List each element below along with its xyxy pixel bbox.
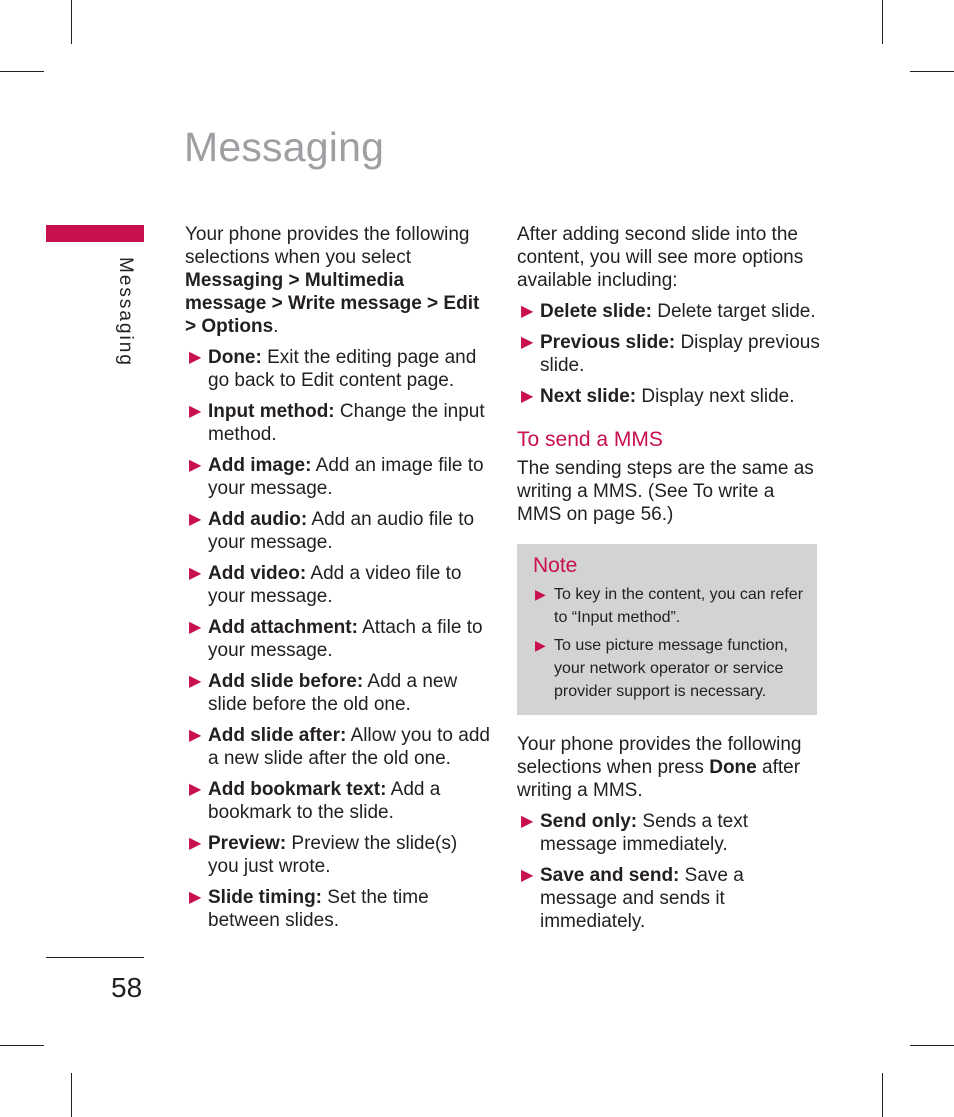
note-text: To use picture message function, your network operator or service provider support is necessary. (554, 637, 788, 700)
option-desc: Add an image file to your message. (208, 455, 484, 499)
option-desc: Add a video file to your message. (208, 563, 462, 607)
option-term: Add slide before: (208, 671, 364, 692)
arrow-icon: ▶ (189, 673, 202, 690)
option-term: Previous slide: (540, 332, 676, 353)
option-desc: Save a message and sends it immediately. (540, 865, 744, 932)
option-desc: Set the time between slides. (208, 887, 429, 931)
option-desc: Preview the slide(s) you just wrote. (208, 833, 458, 877)
list-item (533, 583, 807, 629)
list-item (517, 300, 822, 323)
arrow-icon: ▶ (521, 388, 534, 405)
list-item (185, 400, 490, 446)
arrow-icon: ▶ (189, 565, 202, 582)
arrow-icon: ▶ (189, 511, 202, 528)
done-keyword: Done (709, 757, 757, 778)
intro-end: . (273, 316, 279, 337)
done-intro (517, 733, 822, 802)
option-term: Add slide after: (208, 725, 347, 746)
arrow-icon: ▶ (521, 813, 534, 830)
list-item (185, 454, 490, 500)
done-text: after writing a MMS. (517, 757, 801, 801)
crop-mark (71, 0, 72, 44)
arrow-icon: ▶ (189, 619, 202, 636)
arrow-icon: ▶ (189, 835, 202, 852)
option-desc: Add an audio file to your message. (208, 509, 475, 553)
arrow-icon: ▶ (189, 727, 202, 744)
page-number: 58 (111, 972, 143, 1003)
option-term: Add video: (208, 563, 307, 584)
arrow-icon: ▶ (189, 349, 202, 366)
slide-options-list (517, 300, 822, 408)
option-term: Add audio: (208, 509, 308, 530)
list-item (517, 331, 822, 377)
list-item (185, 670, 490, 716)
crop-mark (0, 1045, 44, 1046)
option-term: Send only: (540, 811, 638, 832)
list-item (185, 886, 490, 932)
intro-text: Your phone provides the following selections when you select (185, 224, 470, 268)
option-term: Input method: (208, 401, 335, 422)
list-item (517, 385, 822, 408)
section-tab-bar (46, 225, 144, 242)
arrow-icon: ▶ (189, 781, 202, 798)
list-item (185, 724, 490, 770)
left-intro (185, 223, 490, 338)
option-desc: Add a new slide before the old one. (208, 671, 458, 715)
list-item (533, 634, 807, 703)
arrow-icon: ▶ (521, 303, 534, 320)
option-term: Save and send: (540, 865, 680, 886)
option-term: Add bookmark text: (208, 779, 387, 800)
arrow-icon: ▶ (189, 457, 202, 474)
list-item (185, 616, 490, 662)
crop-mark (910, 71, 954, 72)
send-instructions: The sending steps are the same as writing a MMS. (See To write a MMS on page 56.) (517, 458, 814, 525)
done-text: Your phone provides the following selections when press (517, 734, 802, 778)
page-title: Messaging (184, 124, 385, 170)
note-list (533, 583, 807, 703)
crop-mark (910, 1045, 954, 1046)
crop-mark (882, 0, 883, 44)
list-item (185, 832, 490, 878)
option-desc: Sends a text message immediately. (540, 811, 749, 855)
arrow-icon: ▶ (521, 867, 534, 884)
list-item (185, 346, 490, 392)
list-item (185, 508, 490, 554)
crop-mark (882, 1073, 883, 1117)
crop-mark (0, 71, 44, 72)
arrow-icon: ▶ (189, 403, 202, 420)
option-term: Slide timing: (208, 887, 322, 908)
option-desc: Display next slide. (636, 386, 795, 407)
list-item (517, 810, 750, 856)
option-term: Add image: (208, 455, 312, 476)
arrow-icon: ▶ (535, 586, 546, 602)
note-box (517, 544, 817, 715)
send-options-list (517, 810, 822, 933)
option-term: Add attachment: (208, 617, 358, 638)
menu-path: Messaging > Multimedia message > Write message > Edit > Options (185, 270, 480, 337)
list-item (185, 562, 490, 608)
note-title: Note (533, 554, 578, 577)
option-desc: Display previous slide. (540, 332, 820, 376)
right-intro: After adding second slide into the content, you will see more options available including: (517, 224, 804, 291)
list-item (185, 778, 490, 824)
section-heading: To send a MMS (517, 428, 663, 451)
list-item (517, 864, 750, 933)
option-desc: Exit the editing page and go back to Edit content page. (208, 347, 477, 391)
right-column (517, 223, 822, 933)
option-term: Done: (208, 347, 262, 368)
option-desc: Allow you to add a new slide after the old one. (208, 725, 490, 769)
arrow-icon: ▶ (535, 637, 546, 653)
edit-options-list (185, 346, 490, 932)
crop-mark (71, 1073, 72, 1117)
option-desc: Change the input method. (208, 401, 485, 445)
option-term: Next slide: (540, 386, 637, 407)
option-desc: Attach a file to your message. (208, 617, 483, 661)
arrow-icon: ▶ (189, 889, 202, 906)
section-side-label: Messaging (115, 257, 136, 367)
option-desc: Delete target slide. (651, 301, 816, 322)
page-number-rule (46, 957, 144, 958)
option-term: Delete slide: (540, 301, 652, 322)
note-text: To key in the content, you can refer to “Input method”. (554, 586, 804, 626)
left-column (185, 223, 490, 932)
option-desc: Add a bookmark to the slide. (208, 779, 441, 823)
arrow-icon: ▶ (521, 334, 534, 351)
option-term: Preview: (208, 833, 287, 854)
